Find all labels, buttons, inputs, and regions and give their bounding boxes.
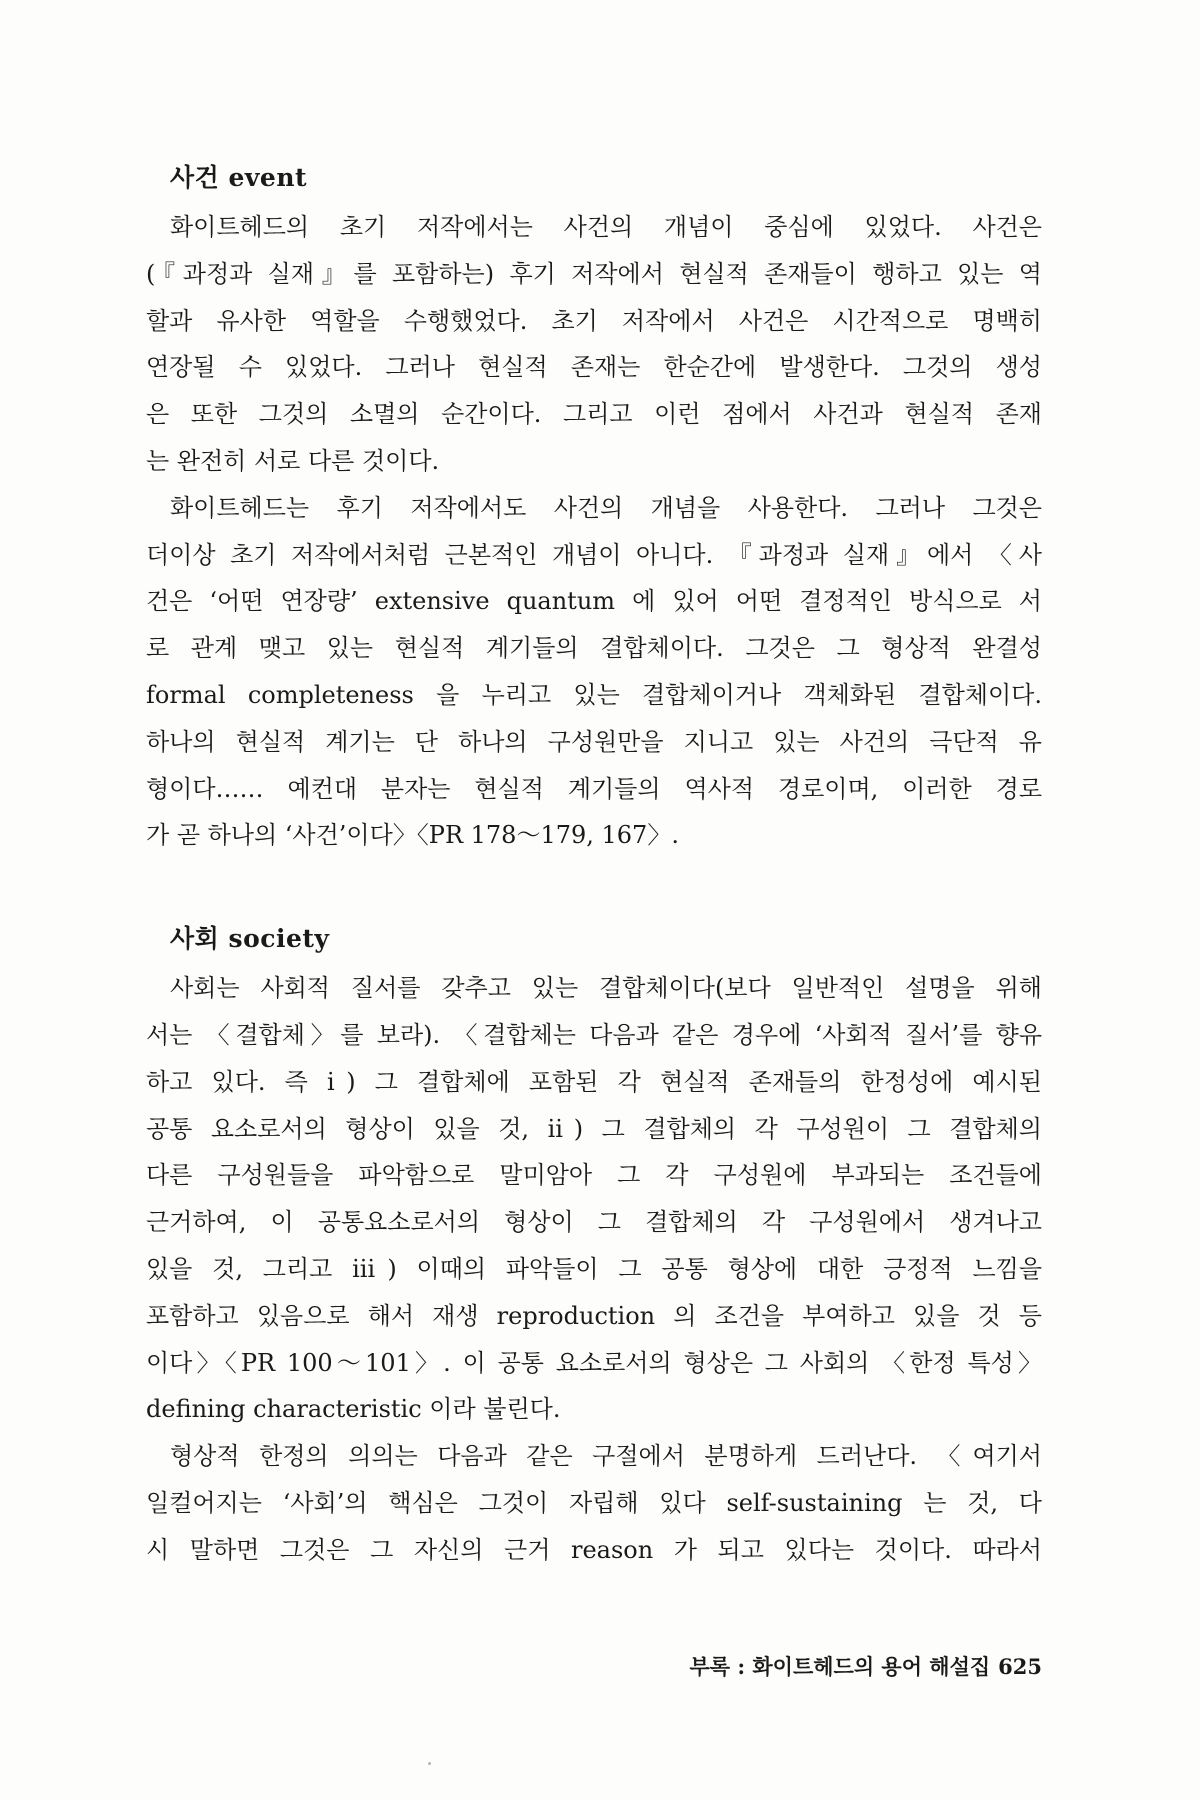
text-line: 은 또한 그것의 소멸의 순간이다. 그리고 이런 점에서 사건과 현실적 존재 [146, 400, 1042, 429]
text-line: 사회는 사회적 질서를 갖추고 있는 결합체이다(보다 일반적인 설명을 위해 [170, 974, 1042, 1003]
text-line: 연장될 수 있었다. 그러나 현실적 존재는 한순간에 발생한다. 그것의 생성 [146, 353, 1042, 382]
text-line: 하고 있다. 즉 ⅰ) 그 결합체에 포함된 각 현실적 존재들의 한정성에 예시된 [146, 1067, 1042, 1096]
text-line: 공통 요소로서의 형상이 있을 것, ⅱ) 그 결합체의 각 구성원이 그 결합체의 [146, 1114, 1042, 1143]
text-line: 건은 ‘어떤 연장량’ extensive quantum 에 있어 어떤 결정적인 방식으로 서 [146, 587, 1042, 616]
text-line: 는 완전히 서로 다른 것이다. [146, 446, 440, 475]
text-line: 형상적 한정의 의의는 다음과 같은 구절에서 분명하게 드러난다. 〈여기서 [170, 1442, 1042, 1471]
scan-speck [428, 1762, 431, 1765]
text-line: 하나의 현실적 계기는 단 하나의 구성원만을 지니고 있는 사건의 극단적 유 [146, 727, 1042, 756]
text-line: (『과정과 실재』를 포함하는) 후기 저작에서 현실적 존재들이 행하고 있는 역 [146, 259, 1042, 288]
text-line: 시 말하면 그것은 그 자신의 근거 reason 가 되고 있다는 것이다. 따라서 [146, 1535, 1042, 1564]
entry-paragraph [146, 204, 1042, 485]
text-line: 있을 것, 그리고 ⅲ) 이때의 파악들이 그 공통 형상에 대한 긍정적 느낌을 [146, 1254, 1042, 1283]
entry-paragraph [146, 485, 1042, 859]
text-line: 일컬어지는 ‘사회’의 핵심은 그것이 자립해 있다 self-sustaining 는 것, 다 [146, 1488, 1042, 1517]
text-line: 더이상 초기 저작에서처럼 근본적인 개념이 아니다. 『과정과 실재』에서 〈사 [146, 540, 1042, 569]
text-line: 다른 구성원들을 파악함으로 말미암아 그 각 구성원에 부과되는 조건들에 [146, 1161, 1042, 1190]
text-line: 가 곧 하나의 ‘사건’이다〉〈PR 178～179, 167〉. [146, 821, 679, 850]
text-line: 근거하여, 이 공통요소로서의 형상이 그 결합체의 각 구성원에서 생겨나고 [146, 1208, 1042, 1237]
text-line: 이다〉〈PR 100～101〉. 이 공통 요소로서의 형상은 그 사회의 〈한정 특성〉 [146, 1348, 1042, 1377]
glossary-entry [146, 919, 1042, 1573]
page-body [146, 158, 1042, 1634]
text-line: 할과 유사한 역할을 수행했었다. 초기 저작에서 사건은 시간적으로 명백히 [146, 306, 1042, 335]
text-line: formal completeness 을 누리고 있는 결합체이거나 객체화된 결합체이다. [146, 680, 1042, 709]
glossary-entry [146, 158, 1042, 859]
page-number: 625 [998, 1654, 1042, 1679]
entry-heading: 사건 event [170, 163, 308, 192]
text-line: 서는 〈결합체〉를 보라). 〈결합체는 다음과 같은 경우에 ‘사회적 질서’를 향유 [146, 1020, 1042, 1049]
entry-heading: 사회 society [170, 924, 330, 954]
text-line: 화이트헤드는 후기 저작에서도 사건의 개념을 사용한다. 그러나 그것은 [170, 493, 1042, 522]
entry-paragraph [146, 1433, 1042, 1573]
footer-label: 부록 : 화이트헤드의 용어 해설집 [689, 1654, 991, 1679]
entry-paragraph [146, 965, 1042, 1433]
text-line: 형이다…… 예컨대 분자는 현실적 계기들의 역사적 경로이며, 이러한 경로 [146, 774, 1042, 803]
text-line: defining characteristic 이라 불린다. [146, 1395, 561, 1424]
text-line: 화이트헤드의 초기 저작에서는 사건의 개념이 중심에 있었다. 사건은 [170, 213, 1042, 241]
text-line: 포함하고 있음으로 해서 재생 reproduction 의 조건을 부여하고 있을 것 등 [146, 1301, 1042, 1330]
running-footer [0, 1652, 1042, 1682]
text-line: 로 관계 맺고 있는 현실적 계기들의 결합체이다. 그것은 그 형상적 완결성 [146, 634, 1042, 663]
